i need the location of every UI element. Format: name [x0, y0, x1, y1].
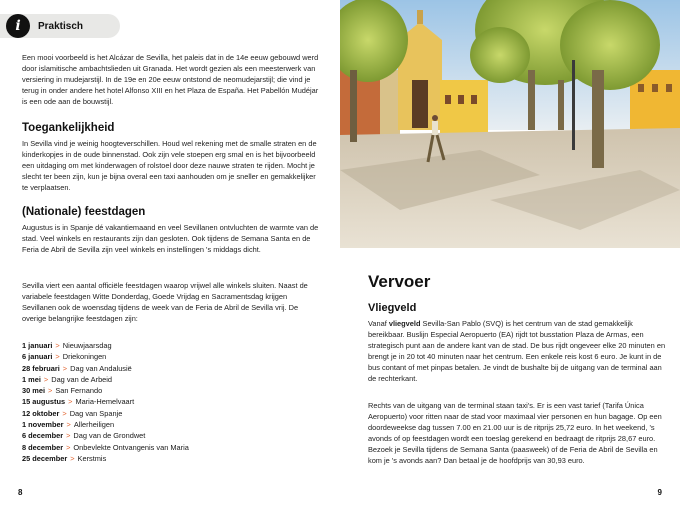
arrow-icon: > — [62, 408, 67, 418]
arrow-icon: > — [55, 341, 60, 350]
holidays-paragraph: Augustus is in Spanje dé vakantiemaand en veel Sevillanen ontvluchten de warmte van de stad. Veel winkels en restaurants zijn dan gesloten. Ook tijdens de Semana Santa en de Feria de Abril de Sevilla zijn veel winkels en instellingen 's middags dicht. — [22, 223, 319, 255]
list-item: 6 december > Dag van de Grondwet — [22, 431, 146, 441]
section-label: Praktisch — [38, 20, 84, 32]
arrow-icon: > — [66, 442, 71, 452]
arrow-icon: > — [48, 386, 53, 396]
arrow-icon: > — [66, 431, 71, 441]
arrow-icon: > — [68, 397, 73, 407]
airport-heading: Vliegveld — [368, 302, 417, 314]
arrow-icon: > — [70, 453, 75, 463]
shops-paragraph: Sevilla viert een aantal officiële feestdagen waarop vrijwel alle winkels sluiten. Naast de variabele feestdagen Witte Donderdag, Goede Vrijdag en Sacramentsdag krijgen Sevillanen ook de woensdag tijdens de week van de Feria de Abril de Sevilla vrij. De overige belangrijke feestdagen zijn: — [22, 281, 308, 324]
arrow-icon: > — [66, 420, 71, 430]
list-item: 6 januari > Driekoningen — [22, 352, 107, 362]
arrow-icon: > — [62, 363, 68, 373]
list-item: 25 december > Kerstmis — [22, 453, 107, 463]
accessibility-paragraph: In Sevilla vind je weinig hoogteverschillen. Houd wel rekening met de smalle straten en de kinderkopjes in de oude binnenstad. Ook zijn vele stoepen erg smal en is het bijvoorbeeld een uitdaging om met kinderwagen of rolstoel door deze nauwe straten te rijden. Mocht je slecht ter been zijn, kun je bijna overal een taxi aanhouden om je sneller en gemakkelijker te verplaatsen. — [22, 139, 317, 193]
list-item: 1 mei > Dag van de Arbeid — [22, 374, 113, 384]
airport-paragraph: Vanaf vliegveld Sevilla-San Pablo (SVQ) is het centrum van de stad gemakkelijk bereikbaar. Buslijn Especial Aeropuerto (EA) rijdt tot busstation Plaza de Armas, een strategisch punt aan de andere kant van de stad. De bus rijdt ongeveer elke 20 minuten en brengt je in 20 tot 40 minuten naar het centrum. Een enkele reis kost 6 euro. Je kunt in de bus contant of met pinpas betalen. Je vindt de bushalte bij de uitgang van de terminal aan de rechterkant. — [368, 319, 666, 384]
accessibility-heading: Toegankelijkheid — [22, 122, 115, 134]
list-item: 12 oktober > Dag van Spanje — [22, 408, 123, 418]
right-page — [340, 0, 680, 510]
section-badge — [0, 14, 120, 38]
taxi-paragraph: Rechts van de uitgang van de terminal staan taxi's. Er is een vast tarief (Tarifa Única Aeropuerto) voor ritten naar de stad voor maximaal vier personen en hun bagage. Op een doordeweekse dag tussen 7.00 en 21.00 uur is de ritprijs 25,72 euro. In het weekend, 's avonds of op feestdagen wordt een toeslag gerekend en bedraagt de ritprijs 28,67 euro. Bezoek je Sevilla tijdens de Semana Santa (paasweek) of de Feria de Abril de Sevilla en kom je 's avonds aan? Dan betaal je de hoofdprijs van 30,93 euro. — [368, 401, 662, 466]
plaza-photo — [340, 0, 680, 248]
list-item: 1 januari > Nieuwjaarsdag — [22, 341, 112, 350]
holiday-list — [22, 340, 322, 464]
holidays-heading: (Nationale) feestdagen — [22, 206, 146, 218]
list-item: 8 december > Onbevlekte Ontvangenis van Maria — [22, 442, 189, 452]
list-item: 28 februari > Dag van Andalusië — [22, 363, 132, 373]
list-item: 1 november > Allerheiligen — [22, 420, 115, 430]
info-icon: i — [6, 14, 30, 38]
arrow-icon: > — [43, 374, 49, 384]
intro-paragraph: Een mooi voorbeeld is het Alcázar de Sevilla, het paleis dat in de 14e eeuw gebouwd werd door islamitische ambachtslieden uit Granada. Het wordt gezien als een meesterwerk van versiering in mudejarstijl. In de 19e en 20e eeuw ontstond de neomudejarstijl; die vind je terug in onder andere het hotel Alfonso XIII en het Plaza de España. Het Pabellón Mudéjar is een ode aan de bouwstijl. — [22, 53, 319, 107]
arrow-icon: > — [55, 352, 60, 362]
page-number-right: 9 — [657, 488, 662, 497]
list-item: 30 mei > San Fernando — [22, 386, 103, 396]
page-number-left: 8 — [18, 488, 23, 497]
list-item: 15 augustus > Maria-Hemelvaart — [22, 397, 135, 407]
transport-heading: Vervoer — [368, 272, 431, 291]
